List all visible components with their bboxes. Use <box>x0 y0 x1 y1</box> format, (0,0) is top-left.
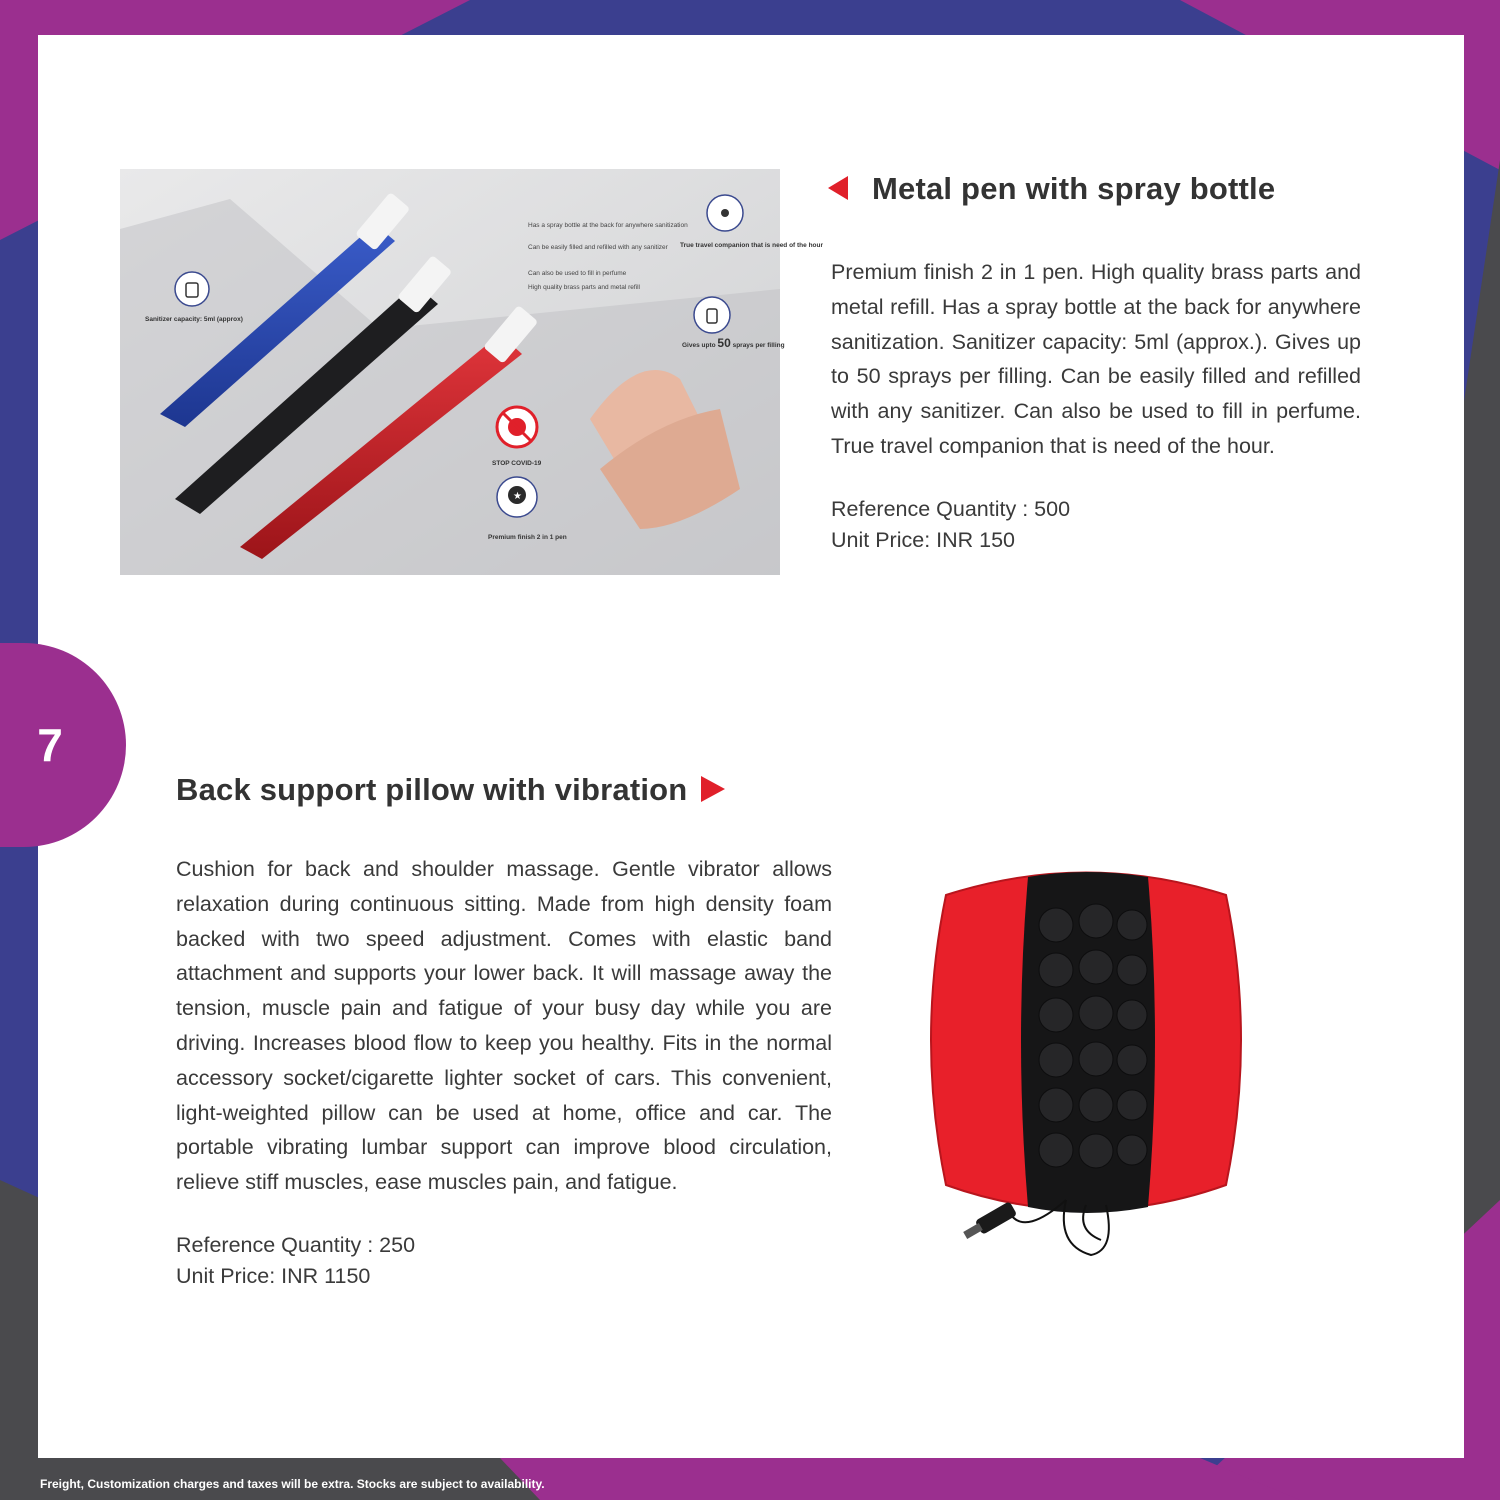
pen-pricing <box>831 494 1070 556</box>
location-icon <box>707 195 743 231</box>
left-arrow-icon <box>828 176 848 200</box>
sprays-callout-post: sprays per filling <box>732 342 785 349</box>
callout-bullet-1: Has a spray bottle at the back for anywhere sanitization <box>528 222 688 229</box>
callout-bullet-3: Can also be used to fill in perfume <box>528 270 627 277</box>
pillow-product-image <box>916 855 1256 1285</box>
no-virus-icon <box>497 407 537 447</box>
content-card <box>38 35 1464 1458</box>
pen-unit-price: Unit Price: INR 150 <box>831 528 1016 552</box>
pen-product-title <box>828 171 1275 207</box>
sprays-callout-number: 50 <box>717 336 731 350</box>
premium-callout: Premium finish 2 in 1 pen <box>488 534 567 541</box>
spray-icon <box>694 297 730 333</box>
pen-description: Premium finish 2 in 1 pen. High quality brass parts and metal refill. Has a spray bottle at the back for anywhere sanitization. Sanitizer capacity: 5ml (approx.). Gives up to 50 sprays per filling. Can be easily filled and refilled with any sanitizer. Can also be used to fill in perfume. True travel companion that is need of the hour. <box>831 260 1361 458</box>
pillow-unit-price: Unit Price: INR 1150 <box>176 1264 371 1288</box>
covid-callout: STOP COVID-19 <box>492 460 542 467</box>
pillow-title-text: Back support pillow with vibration <box>176 772 688 807</box>
callout-bullet-4: High quality brass parts and metal refill <box>528 284 640 291</box>
travel-callout: True travel companion that is need of the hour <box>680 242 824 249</box>
pillow-product-title <box>176 772 725 808</box>
right-arrow-icon <box>701 776 725 802</box>
pillow-pricing <box>176 1230 415 1292</box>
pillow-reference-quantity: Reference Quantity : 250 <box>176 1233 416 1257</box>
car-plug <box>963 1201 1017 1239</box>
pen-title-text: Metal pen with spray bottle <box>872 171 1276 206</box>
pen-reference-quantity: Reference Quantity : 500 <box>831 497 1071 521</box>
capacity-callout: Sanitizer capacity: 5ml (approx) <box>145 316 243 323</box>
page-number: 7 <box>37 719 63 771</box>
sprays-callout-pre: Gives upto <box>682 342 716 349</box>
svg-text:★: ★ <box>513 491 522 502</box>
pillow-description: Cushion for back and shoulder massage. Gentle vibrator allows relaxation during continuous sitting. Made from high density foam backed with two speed adjustment. Comes with elastic band attachment and supports your lower back. It will massage away the tension, muscle pain and fatigue of your busy day while you are driving. Increases blood flow to keep you healthy. Fits in the normal accessory socket/cigarette lighter socket of cars. This convenient, light-weighted pillow can be used at home, office and car. The portable vibrating lumbar support can improve blood circulation, relieve stiff muscles, ease muscles pain, and fatigue. <box>176 857 832 1195</box>
pen-product-image <box>120 169 824 575</box>
award-badge-icon <box>497 477 537 517</box>
footer-note: Freight, Customization charges and taxes will be extra. Stocks are subject to availability. <box>40 1477 545 1491</box>
callout-bullet-2: Can be easily filled and refilled with any sanitizer <box>528 244 668 251</box>
sanitizer-icon <box>175 272 209 306</box>
